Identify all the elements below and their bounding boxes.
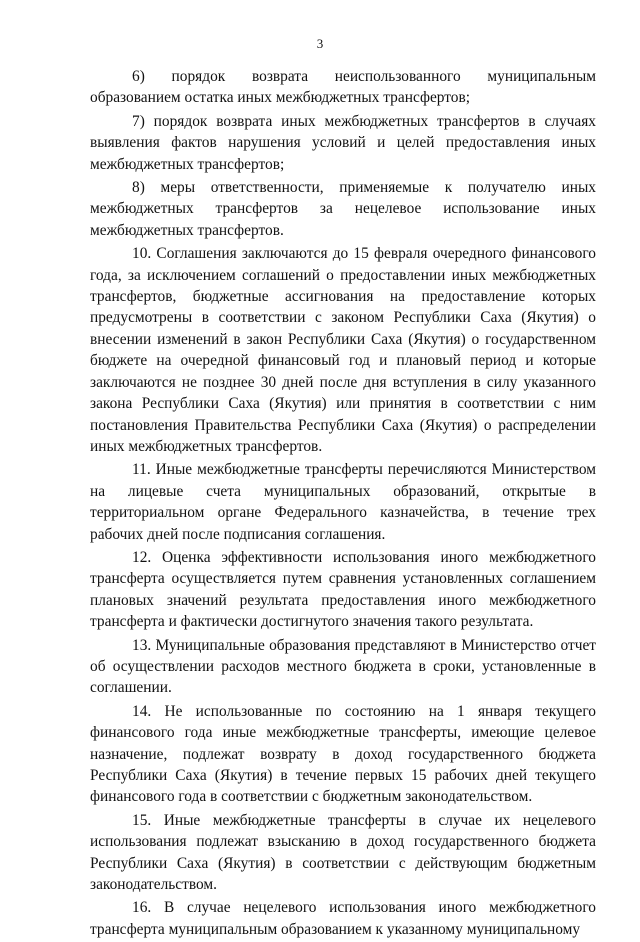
paragraph-16: 16. В случае нецелевого использования иного межбюджетного трансферта муниципальным образованием к указанному муниципальному [90,899,596,938]
paragraph-item-6: 6) порядок возврата неиспользованного муниципальным образованием остатка иных межбюджетных трансфертов; [90,68,596,107]
paragraph-13: 13. Муниципальные образования представляют в Министерство отчет об осуществлении расходов местного бюджета в сроки, установленные в соглашении. [90,636,596,697]
paragraph-item-7: 7) порядок возврата иных межбюджетных трансфертов в случаях выявления фактов нарушения условий и целей предоставления иных межбюджетных трансфертов; [90,112,596,173]
page-number: 3 [316,36,324,51]
paragraph-15: 15. Иные межбюджетные трансферты в случае их нецелевого использования подлежат взысканию в доход государственного бюджета Республики Саха (Якутия) в соответствии с действующим бюджетным законодательством. [90,811,596,894]
paragraph-14: 14. Не использованные по состоянию на 1 января текущего финансового года иные межбюджетные трансферты, имеющие целевое назначение, подлежат возврату в доход государственного бюджета Республики Саха (Якутия) в течение первых 15 рабочих дней текущего финансового года в соответствии с бюджетным законодательством. [90,702,596,806]
document-body [90,66,596,942]
paragraph-12: 12. Оценка эффективности использования иного межбюджетного трансферта осуществляется путем сравнения установленных соглашением плановых значений результата предоставления иного межбюджетного трансферта и фактически достигнутого значения такого результата. [90,548,596,631]
paragraph-11: 11. Иные межбюджетные трансферты перечисляются Министерством на лицевые счета муниципальных образований, открытые в территориальном органе Федерального казначейства, в течение трех рабочих дней после подписания соглашения. [90,461,596,543]
paragraph-10: 10. Соглашения заключаются до 15 февраля очередного финансового года, за исключением соглашений о предоставлении иных межбюджетных трансфертов, бюджетные ассигнования на предоставление которых предусмотрены в соответствии с законом Республики Саха (Якутия) о внесении изменений в закон Республики Саха (Якутия) о государственном бюджете на очередной финансовый год и плановый период и которые заключаются не позднее 30 дней после дня вступления в силу указанного закона Республики Саха (Якутия) или принятия в соответствии с ним постановления Правительства Республики Саха (Якутия) о распределении иных межбюджетных трансфертов. [90,245,596,455]
paragraph-item-8: 8) меры ответственности, применяемые к получателю иных межбюджетных трансфертов за нецелевое использование иных межбюджетных трансфертов. [90,179,596,239]
